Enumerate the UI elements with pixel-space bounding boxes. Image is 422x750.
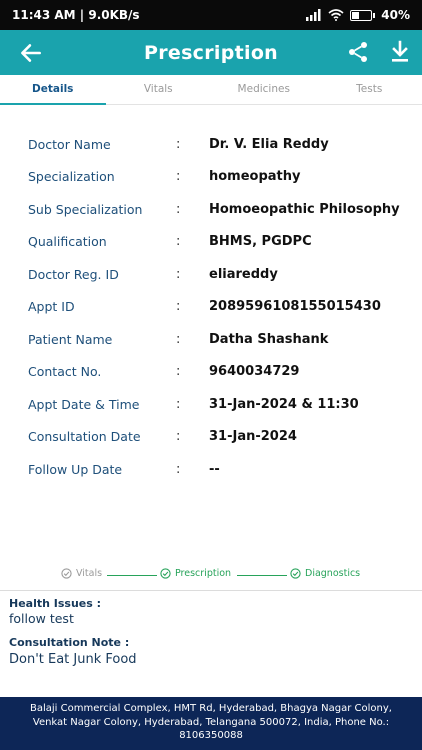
app-bar: [0, 30, 422, 75]
detail-value: eliareddy: [209, 266, 278, 282]
tab-vitals[interactable]: Vitals: [143, 83, 173, 95]
detail-label: Consultation Date: [28, 429, 141, 444]
battery-icon: [350, 10, 375, 21]
detail-label: Doctor Name: [28, 136, 111, 152]
share-icon[interactable]: [346, 40, 370, 64]
detail-value: 31-Jan-2024: [209, 429, 297, 444]
check-circle-icon: [160, 568, 171, 579]
detail-row-patient-name: [0, 323, 422, 355]
detail-row-contact-no: [0, 356, 422, 388]
detail-separator: :: [176, 364, 181, 379]
progress-stepper: [0, 568, 422, 584]
detail-separator: :: [176, 331, 181, 347]
detail-separator: :: [176, 396, 181, 412]
tab-tests[interactable]: Tests: [356, 83, 383, 95]
download-icon[interactable]: [389, 40, 411, 64]
consultation-note-text: Don't Eat Junk Food: [9, 652, 137, 667]
section-divider: [0, 590, 422, 591]
detail-label: Follow Up Date: [28, 461, 123, 477]
detail-value: Homoeopathic Philosophy: [209, 201, 400, 217]
tab-medicines[interactable]: Medicines: [237, 83, 290, 95]
detail-row-doctor-name: [0, 128, 422, 160]
detail-separator: :: [176, 429, 181, 444]
step-label: Vitals: [76, 568, 103, 579]
consultation-note-heading: Consultation Note :: [9, 636, 130, 649]
detail-label: Doctor Reg. ID: [28, 266, 119, 282]
status-icons: [306, 8, 410, 22]
status-bar: [0, 0, 422, 30]
detail-row-sub-specialization: [0, 193, 422, 225]
detail-value: Datha Shashank: [209, 331, 329, 347]
detail-row-specialization: [0, 161, 422, 193]
address-footer: [0, 697, 422, 750]
health-issues-text: follow test: [9, 611, 74, 626]
detail-separator: :: [176, 169, 181, 184]
footer-phone: 8106350088: [179, 730, 243, 741]
detail-row-appt-id: [0, 291, 422, 323]
detail-label: Contact No.: [28, 364, 102, 379]
detail-value: 2089596108155015430: [209, 299, 381, 314]
detail-row-doctor-reg-id: [0, 258, 422, 290]
footer-line: Venkat Nagar Colony, Hyderabad, Telangana 500072, India, Phone No.:: [32, 716, 390, 728]
detail-label: Sub Specialization: [28, 201, 143, 217]
battery-percent: 40%: [381, 8, 410, 22]
step-label: Prescription: [175, 568, 232, 579]
check-circle-icon: [61, 568, 72, 579]
health-issues-heading: Health Issues :: [9, 597, 102, 610]
detail-label: Appt ID: [28, 299, 75, 314]
detail-separator: :: [176, 201, 181, 217]
step-label: Diagnostics: [305, 568, 361, 579]
signal-icon: [306, 9, 322, 21]
tab-bar: [0, 75, 422, 105]
tab-details[interactable]: Details: [0, 75, 106, 104]
detail-value: homeopathy: [209, 169, 301, 184]
detail-separator: :: [176, 299, 181, 314]
detail-separator: :: [176, 136, 181, 152]
step-connector: [237, 575, 287, 576]
detail-value: --: [209, 461, 220, 477]
step-prescription[interactable]: [160, 568, 231, 579]
detail-row-follow-up-date: [0, 453, 422, 485]
status-time-speed: 11:43 AM | 9.0KB/s: [12, 8, 140, 22]
footer-line: Balaji Commercial Complex, HMT Rd, Hyderabad, Bhagya Nagar Colony,: [30, 703, 392, 714]
detail-value: 9640034729: [209, 364, 300, 379]
detail-row-appt-date-time: [0, 388, 422, 420]
detail-separator: :: [176, 234, 181, 249]
detail-value: Dr. V. Elia Reddy: [209, 136, 329, 152]
arrow-left-icon[interactable]: [18, 40, 44, 66]
detail-separator: :: [176, 461, 181, 477]
detail-value: BHMS, PGDPC: [209, 234, 312, 249]
check-circle-icon: [290, 568, 301, 579]
detail-label: Appt Date & Time: [28, 396, 140, 412]
detail-label: Specialization: [28, 169, 115, 184]
wifi-icon: [328, 9, 344, 21]
detail-row-qualification: [0, 226, 422, 258]
detail-value: 31-Jan-2024 & 11:30: [209, 396, 359, 412]
detail-label: Qualification: [28, 234, 107, 249]
notes-section: [9, 597, 413, 667]
step-diagnostics[interactable]: [290, 568, 360, 579]
detail-separator: :: [176, 266, 181, 282]
step-connector: [107, 575, 157, 576]
detail-row-consultation-date: [0, 421, 422, 453]
step-vitals[interactable]: [61, 568, 102, 579]
page-title: Prescription: [143, 41, 278, 64]
detail-label: Patient Name: [28, 331, 113, 347]
